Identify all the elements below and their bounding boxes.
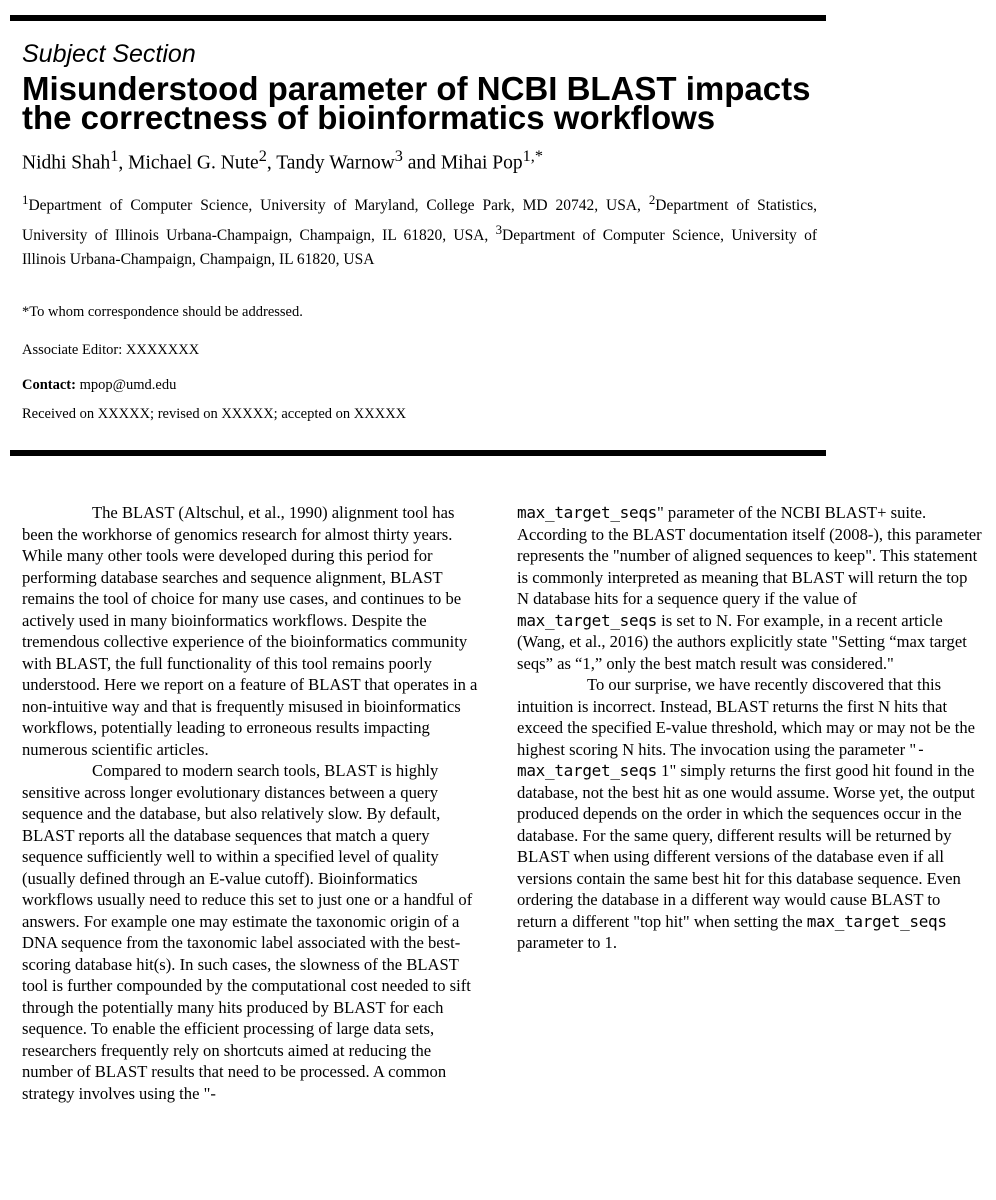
contact-label: Contact: <box>22 377 76 393</box>
affiliation-mark: 3 <box>495 221 503 237</box>
code-parameter: -max_target_seqs <box>517 739 926 780</box>
article-title: Misunderstood parameter of NCBI BLAST impacts the correctness of bioinformatics workflows <box>22 70 811 136</box>
author-affiliation-mark: 1,* <box>522 147 543 165</box>
affiliation-mark: 2 <box>648 191 656 207</box>
affiliation-mark: 1 <box>22 191 29 207</box>
top-rule <box>10 15 826 21</box>
paragraph-comparison-continued <box>517 502 982 674</box>
code-parameter: max_target_seqs <box>517 610 657 630</box>
paragraph-text: To our surprise, we have recently discovered that this intuition is incorrect. Instead, BLAST returns the first N hits that exceed the specified E-value threshold, which may or may not be the highest scoring N hits. The invocation using the parameter " <box>517 675 976 759</box>
article-header <box>22 40 822 422</box>
affiliation-text: Department of Computer Science, University of Maryland, College Park, MD 20742, USA, <box>28 196 649 214</box>
correspondence-note: *To whom correspondence should be addressed. <box>22 304 303 320</box>
code-parameter: max_target_seqs <box>806 911 947 931</box>
paragraph-text: is set to N. For example, in a recent article (Wang, et al., 2016) the authors explicitly state "Setting “max target seqs” as “1,” only the best match result was considered." <box>517 610 967 673</box>
received-dates: Received on XXXXX; revised on XXXXX; accepted on XXXXX <box>22 406 407 422</box>
affiliations <box>22 188 817 272</box>
code-parameter: max_target_seqs <box>517 503 657 522</box>
paragraph-comparison: Compared to modern search tools, BLAST is highly sensitive across longer evolutionary distances between a query sequence and the database, but also relatively slow. By default, BLAST reports all the database sequences that match a query sequence sufficiently well to within a specified level of quality (usually defined through an E-value cutoff). Bioinformatics workflows usually need to reduce this set to just one or a handful of answers. For example one may estimate the taxonomic origin of a DNA sequence from the taxonomic label associated with the best-scoring database hit(s). In such cases, the slowness of the BLAST tool is further compounded by the computational cost needed to sift through the potentially many hits produced by BLAST for each sequence. To enable the efficient processing of large data sets, researchers frequently rely on shortcuts aimed at reducing the number of BLAST results that need to be processed. A common strategy involves using the "- <box>22 761 473 1103</box>
author-affiliation-mark: 1 <box>110 147 119 165</box>
contact-line <box>22 375 176 395</box>
body-column-left <box>22 502 484 1104</box>
paragraph-intro: The BLAST (Altschul, et al., 1990) alignment tool has been the workhorse of genomics research for almost thirty years. While many other tools were developed during this period for performing database searches and sequence alignment, BLAST remains the tool of choice for many use cases, and continues to be actively used in many bioinformatics workflows. Despite the tremendous collective experience of the bioinformatics community with BLAST, the full functionality of this tool remains poorly understood. Here we report on a feature of BLAST that operates in a non-intuitive way and that is frequently misused in bioinformatics workflows, potentially leading to erroneous results impacting numerous scientific articles. <box>22 503 478 759</box>
paragraph-text: 1" simply returns the first good hit found in the database, not the best hit as one would assume. Worse yet, the output produced depends on the order in which the sequences occur in the database. For the same query, different results will be returned by BLAST when using different versions of the database even if all versions contain the same best hit for this database sequence. Even ordering the database in a different way would cause BLAST to return a different "top hit" when setting the <box>517 761 975 931</box>
associate-editor: Associate Editor: XXXXXXX <box>22 342 200 358</box>
section-label: Subject Section <box>22 40 196 68</box>
paragraph-text: " parameter of the NCBI BLAST+ suite. According to the BLAST documentation itself (2008-), this parameter represents the "number of aligned sequences to keep". This statement is commonly interpreted as meaning that BLAST will return the top N database hits for a sequence query if the value of <box>517 503 982 608</box>
author-name: Michael G. Nute <box>128 152 259 174</box>
author-name: Nidhi Shah <box>22 152 111 174</box>
paragraph-discovery <box>517 674 982 954</box>
author-affiliation-mark: 3 <box>394 147 403 165</box>
body-column-right <box>517 502 982 954</box>
contact-email: mpop@umd.edu <box>75 377 177 393</box>
affiliation-text: Department of Computer Science, University of Illinois Urbana-Champaign, Champaign, IL 61820, USA <box>22 226 817 268</box>
author-name: Mihai Pop <box>440 152 523 174</box>
header-bottom-rule <box>10 450 826 456</box>
author-list: Nidhi Shah$^1$, Michael G. Nute$^2$, Tandy Warnow$^3$ and Mihai Pop$^{1,*}$ <box>22 147 543 174</box>
paragraph-text: parameter to 1. <box>517 933 617 952</box>
affiliation-text: Department of Statistics, University of Illinois Urbana-Champaign, Champaign, IL 61820, USA, <box>22 196 817 244</box>
author-name: Tandy Warnow <box>276 152 395 174</box>
author-affiliation-mark: 2 <box>258 147 267 165</box>
